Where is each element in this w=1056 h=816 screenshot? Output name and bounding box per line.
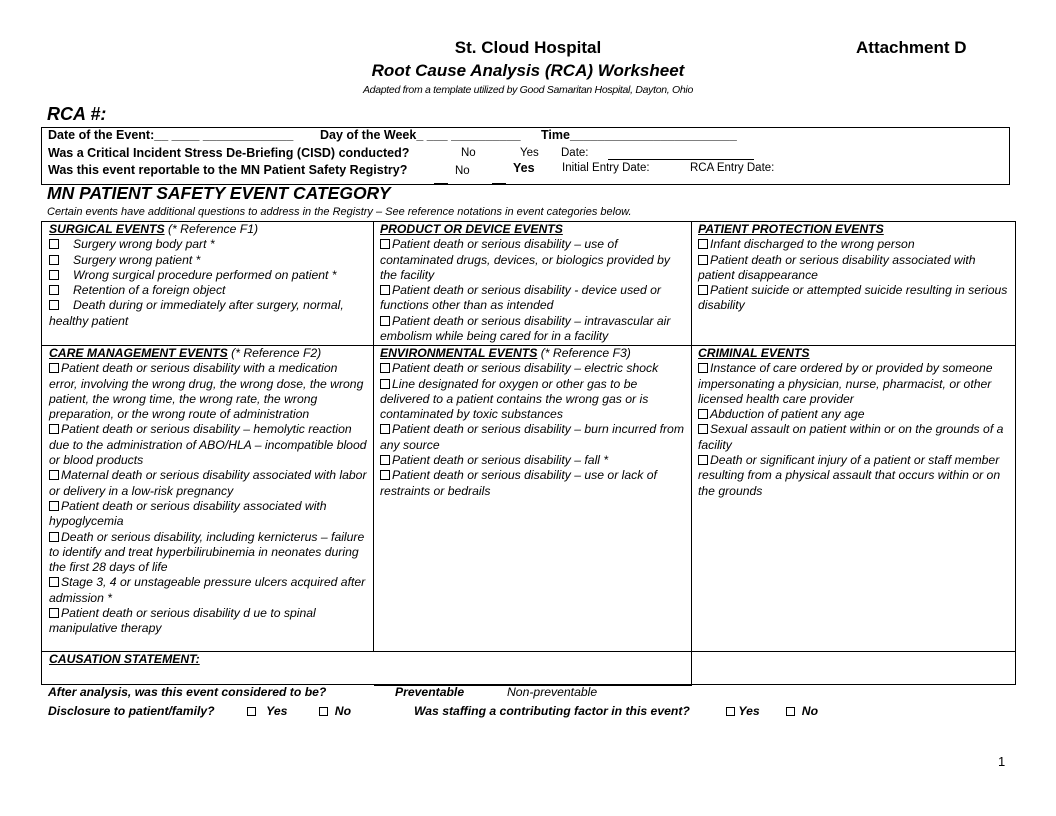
checkbox[interactable] — [698, 285, 708, 295]
rca-entry-date-label: RCA Entry Date: — [690, 162, 775, 174]
checkbox[interactable] — [49, 300, 59, 310]
registry-no-line — [434, 183, 448, 184]
checkbox[interactable] — [698, 255, 708, 265]
criminal-item[interactable]: Abduction of patient any age — [698, 407, 1012, 422]
product-item[interactable]: Patient death or serious disability - device used or functions other than as intended — [380, 283, 661, 313]
checkbox[interactable] — [698, 239, 708, 249]
grid-divider — [691, 222, 692, 686]
checkbox[interactable] — [49, 239, 59, 249]
care-item[interactable]: Patient death or serious disability with a medication error, involving the wrong drug, the wrong dose, the wrong patient, the wrong time, the wrong rate, the wrong preparation, or the wrong route of administration — [49, 361, 364, 422]
staffing-question: Was staffing a contributing factor in this event? — [414, 704, 690, 718]
category-note: Certain events have additional questions to address in the Registry – See reference notations in event categories below. — [47, 206, 632, 218]
product-device-events-section — [380, 222, 686, 344]
checkbox[interactable] — [49, 532, 59, 542]
preventable-option[interactable]: Preventable — [395, 685, 465, 699]
checkbox[interactable] — [319, 707, 328, 716]
cisd-question: Was a Critical Incident Stress De-Briefing (CISD) conducted? — [48, 146, 410, 160]
adapted-note: Adapted from a template utilized by Good Samaritan Hospital, Dayton, Ohio — [362, 84, 694, 96]
care-item[interactable]: Death or serious disability, including kernicterus – failure to identify and treat hyperbilirubinemia in neonates during the first 28 days of life — [49, 529, 365, 575]
surgical-item[interactable]: Surgery wrong patient * — [49, 253, 367, 268]
registry-question: Was this event reportable to the MN Patient Safety Registry? — [48, 163, 408, 177]
surgical-item[interactable]: Death during or immediately after surgery, normal, healthy patient — [49, 298, 344, 328]
care-item[interactable]: Stage 3, 4 or unstageable pressure ulcers acquired after admission * — [49, 575, 366, 605]
registry-no-option[interactable]: No — [455, 165, 470, 177]
checkbox[interactable] — [380, 455, 390, 465]
page-number: 1 — [998, 754, 1006, 769]
care-item[interactable]: Patient death or serious disability – hemolytic reaction due to the administration of ABO/HLA – incompatible blood or blood products — [49, 422, 367, 468]
disclosure-no[interactable]: No — [319, 704, 351, 718]
surgical-events-title: SURGICAL EVENTS — [49, 222, 165, 236]
event-date-field[interactable]: Date of the Event:__ ____ _____________ — [48, 128, 294, 142]
criminal-item[interactable]: Sexual assault on patient within or on the grounds of a facility — [698, 422, 1004, 452]
surgical-item[interactable]: Retention of a foreign object — [49, 283, 367, 298]
surgical-item[interactable]: Wrong surgical procedure performed on patient * — [49, 268, 367, 283]
non-preventable-option[interactable]: Non-preventable — [507, 685, 598, 699]
hospital-name: St. Cloud Hospital — [454, 38, 602, 57]
cisd-yes-option[interactable]: Yes — [520, 147, 539, 159]
staffing-yes[interactable]: Yes — [726, 704, 760, 718]
checkbox[interactable] — [698, 409, 708, 419]
registry-yes-line — [492, 183, 506, 184]
causation-statement-section[interactable] — [49, 652, 689, 667]
staffing-no[interactable]: No — [786, 704, 818, 718]
surgical-ref: (* Reference F1) — [167, 222, 259, 236]
environmental-ref: (* Reference F3) — [540, 346, 631, 360]
checkbox[interactable] — [698, 455, 708, 465]
checkbox[interactable] — [49, 424, 59, 434]
analysis-question: After analysis, was this event considered to be? — [48, 685, 327, 699]
patient-protection-events-section — [698, 222, 1012, 314]
care-item[interactable]: Maternal death or serious disability associated with labor or delivery in a low-risk pregnancy — [49, 468, 367, 498]
protection-item[interactable]: Patient suicide or attempted suicide resulting in serious disability — [698, 283, 1008, 313]
checkbox[interactable] — [698, 424, 708, 434]
protection-item[interactable]: Infant discharged to the wrong person — [698, 237, 1012, 252]
environmental-item[interactable]: Patient death or serious disability – fall * — [380, 453, 686, 468]
checkbox[interactable] — [698, 363, 708, 373]
attachment-label: Attachment D — [856, 38, 967, 57]
care-item[interactable]: Patient death or serious disability associated with hypoglycemia — [49, 498, 327, 529]
environmental-item[interactable]: Line designated for oxygen or other gas to be delivered to a patient contains the wrong gas or is contaminated by toxic substances — [380, 376, 649, 422]
initial-entry-date-label: Initial Entry Date: — [562, 162, 650, 174]
checkbox[interactable] — [380, 424, 390, 434]
checkbox[interactable] — [380, 285, 390, 295]
checkbox[interactable] — [786, 707, 795, 716]
checkbox[interactable] — [49, 270, 59, 280]
category-heading: MN PATIENT SAFETY EVENT CATEGORY — [47, 183, 391, 203]
cisd-date-line[interactable] — [608, 159, 754, 160]
rca-number-label: RCA #: — [47, 104, 107, 124]
checkbox[interactable] — [49, 285, 59, 295]
checkbox[interactable] — [380, 363, 390, 373]
checkbox[interactable] — [380, 239, 390, 249]
environmental-item[interactable]: Patient death or serious disability – use or lack of restraints or bedrails — [380, 468, 657, 498]
worksheet-title: Root Cause Analysis (RCA) Worksheet — [371, 61, 685, 80]
disclosure-yes[interactable]: Yes — [247, 704, 287, 718]
environmental-item[interactable]: Patient death or serious disability – electric shock — [380, 361, 686, 376]
cisd-no-option[interactable]: No — [461, 147, 476, 159]
care-item[interactable]: Patient death or serious disability d ue to spinal manipulative therapy — [49, 606, 316, 636]
care-management-events-section — [49, 346, 367, 637]
day-of-week-field[interactable]: Day of the Week_ ___ __________ — [320, 128, 521, 142]
checkbox[interactable] — [49, 363, 59, 373]
checkbox[interactable] — [49, 577, 59, 587]
environmental-item[interactable]: Patient death or serious disability – burn incurred from any source — [380, 422, 684, 452]
criminal-item[interactable]: Instance of care ordered by or provided by someone impersonating a physician, nurse, pharmacist, or other licensed health care provider — [698, 361, 993, 406]
criminal-events-title: CRIMINAL EVENTS — [698, 346, 810, 360]
environmental-events-section — [380, 346, 686, 499]
checkbox[interactable] — [380, 470, 390, 480]
criminal-events-section — [698, 346, 1012, 499]
cisd-date-label: Date: — [561, 147, 589, 159]
disclosure-question: Disclosure to patient/family? — [48, 704, 215, 718]
environmental-events-title: ENVIRONMENTAL EVENTS — [380, 346, 538, 360]
checkbox[interactable] — [49, 501, 59, 511]
care-events-title: CARE MANAGEMENT EVENTS — [49, 346, 228, 360]
checkbox[interactable] — [380, 379, 390, 389]
registry-yes-option[interactable]: Yes — [513, 161, 535, 175]
checkbox[interactable] — [247, 707, 256, 716]
checkbox[interactable] — [380, 316, 390, 326]
checkbox[interactable] — [726, 707, 735, 716]
surgical-events-section — [49, 222, 367, 329]
criminal-item[interactable]: Death or significant injury of a patient or staff member resulting from a physical assault that occurs within or on the grounds — [698, 453, 1001, 498]
product-events-title: PRODUCT OR DEVICE EVENTS — [380, 222, 563, 236]
care-ref: (* Reference F2) — [231, 346, 322, 360]
grid-divider — [373, 222, 374, 652]
protection-item[interactable]: Patient death or serious disability associated with patient disappearance — [698, 252, 976, 282]
product-item[interactable]: Patient death or serious disability – use of contaminated drugs, devices, or biologics provided by the facility — [380, 237, 670, 282]
event-category-grid — [41, 221, 1016, 685]
checkbox[interactable] — [49, 470, 59, 480]
surgical-item[interactable]: Surgery wrong body part * — [49, 237, 367, 252]
product-item[interactable]: Patient death or serious disability – intravascular air embolism while being cared for in a facility — [380, 313, 671, 344]
time-field[interactable]: Time________________________ — [541, 128, 737, 142]
checkbox[interactable] — [49, 608, 59, 618]
protection-events-title: PATIENT PROTECTION EVENTS — [698, 222, 884, 236]
event-info-box — [41, 127, 1010, 185]
checkbox[interactable] — [49, 255, 59, 265]
causation-label: CAUSATION STATEMENT: — [49, 652, 200, 666]
